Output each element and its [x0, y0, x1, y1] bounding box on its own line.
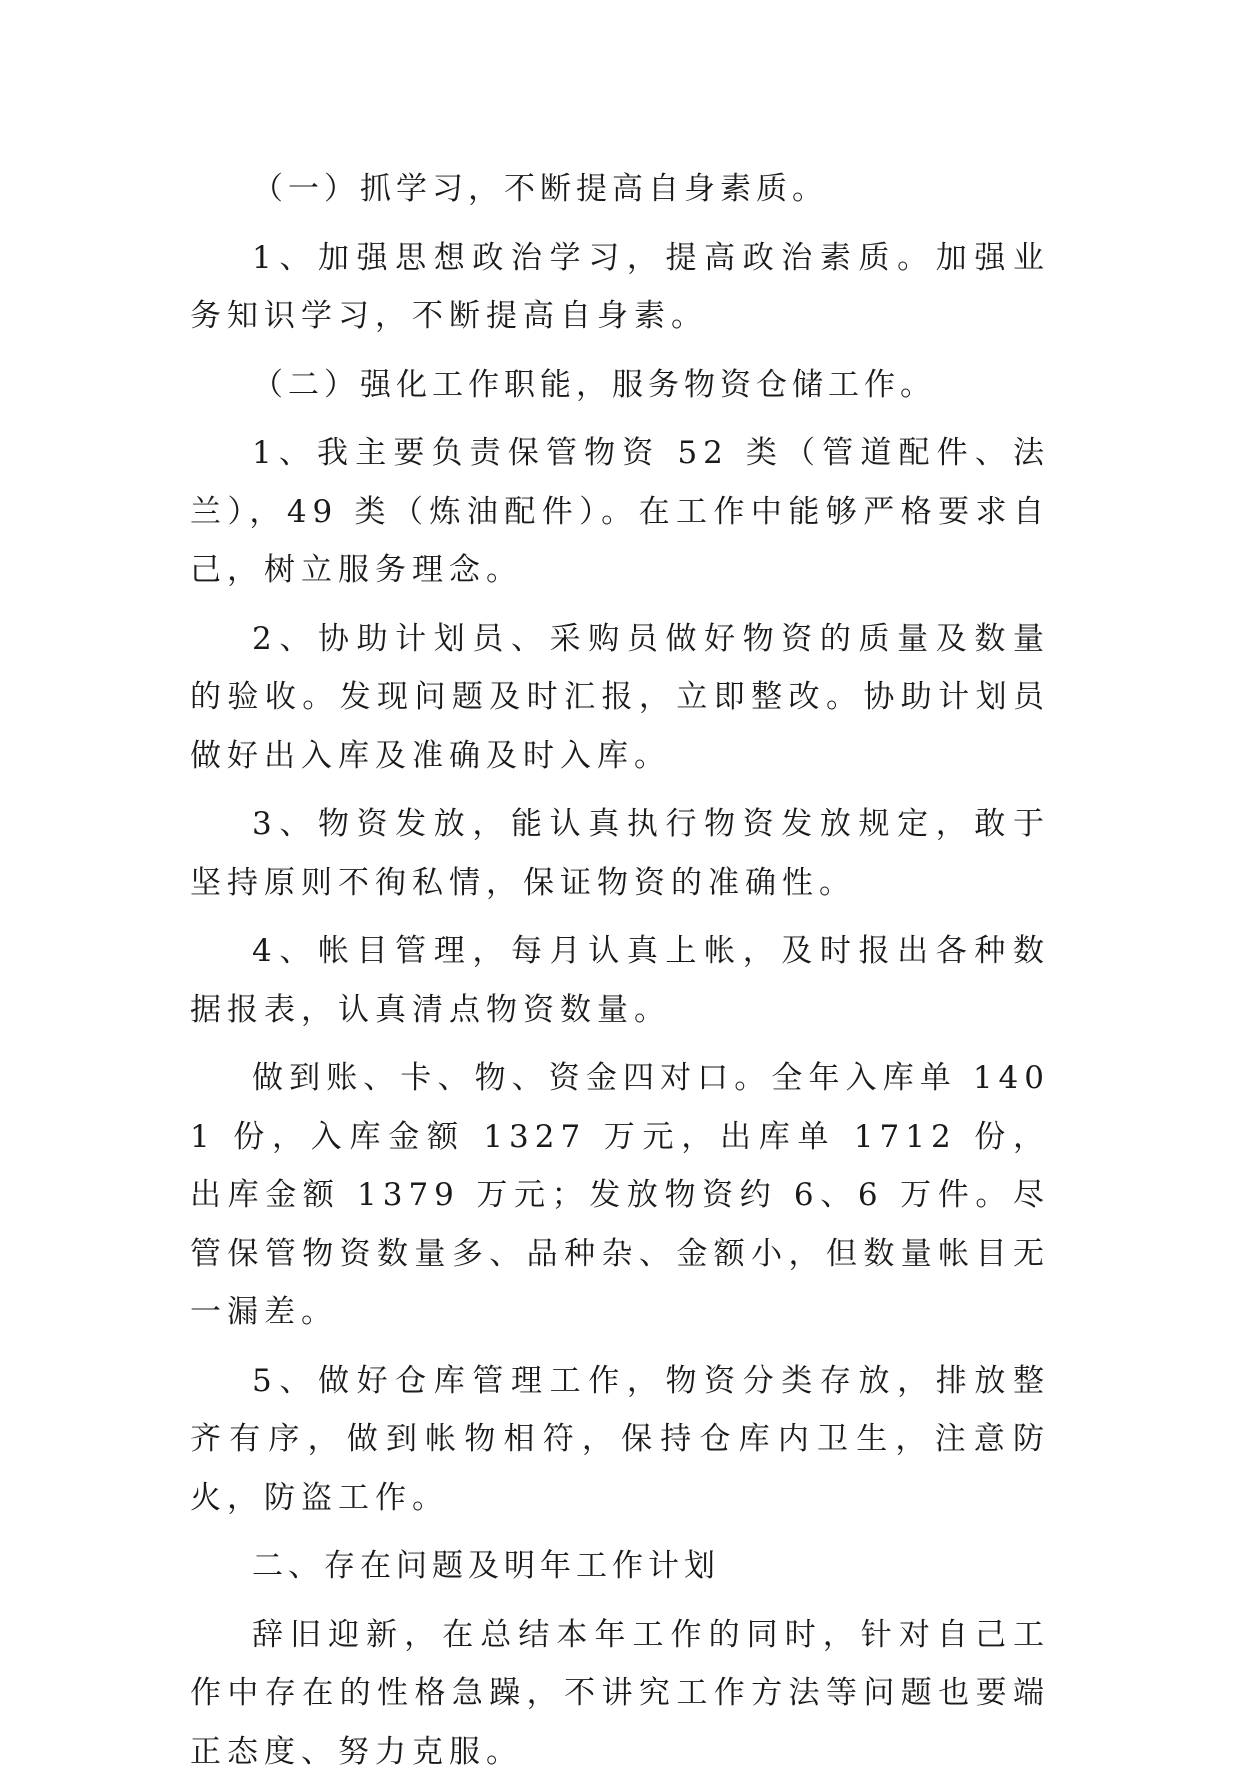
section-heading-study: （一）抓学习，不断提高自身素质。 — [252, 171, 828, 207]
paragraph-materials-responsibility: 1、我主要负责保管物资 52 类（管道配件、法兰），49 类（炼油配件）。在工作中能够严格要求自己，树立服务理念。 — [190, 435, 1050, 588]
paragraph-warehouse-management: 5、做好仓库管理工作，物资分类存放，排放整齐有序，做到帐物相符，保持仓库内卫生，注意防火，防盗工作。 — [190, 1362, 1050, 1516]
paragraph-annual-figures: 做到账、卡、物、资金四对口。全年入库单 1401 份，入库金额 1327 万元，出库单 1712 份，出库金额 1379 万元；发放物资约 6、6 万件。尽管保管物资数量多、品种杂、金额小，但数量帐目无一漏差。 — [190, 1060, 1050, 1330]
paragraph-materials-issuance: 3、物资发放，能认真执行物资发放规定，敢于坚持原则不徇私情，保证物资的准确性。 — [190, 806, 1050, 901]
paragraph-political-study: 1、加强思想政治学习，提高政治素质。加强业务知识学习，不断提高自身素。 — [190, 239, 1050, 334]
paragraph-new-year-plan: 辞旧迎新，在总结本年工作的同时，针对自己工作中存在的性格急躁，不讲究工作方法等问题也要端正态度、努力克服。 — [190, 1616, 1050, 1770]
section-heading-problems-plan: 二、存在问题及明年工作计划 — [252, 1548, 720, 1584]
paragraph-account-management: 4、帐目管理，每月认真上帐，及时报出各种数据报表，认真清点物资数量。 — [190, 933, 1050, 1028]
paragraph-inspection-assistance: 2、协助计划员、采购员做好物资的质量及数量的验收。发现问题及时汇报，立即整改。协助计划员做好出入库及准确及时入库。 — [190, 620, 1050, 774]
document-page — [190, 160, 1050, 1791]
section-heading-work-function: （二）强化工作职能，服务物资仓储工作。 — [252, 366, 936, 403]
